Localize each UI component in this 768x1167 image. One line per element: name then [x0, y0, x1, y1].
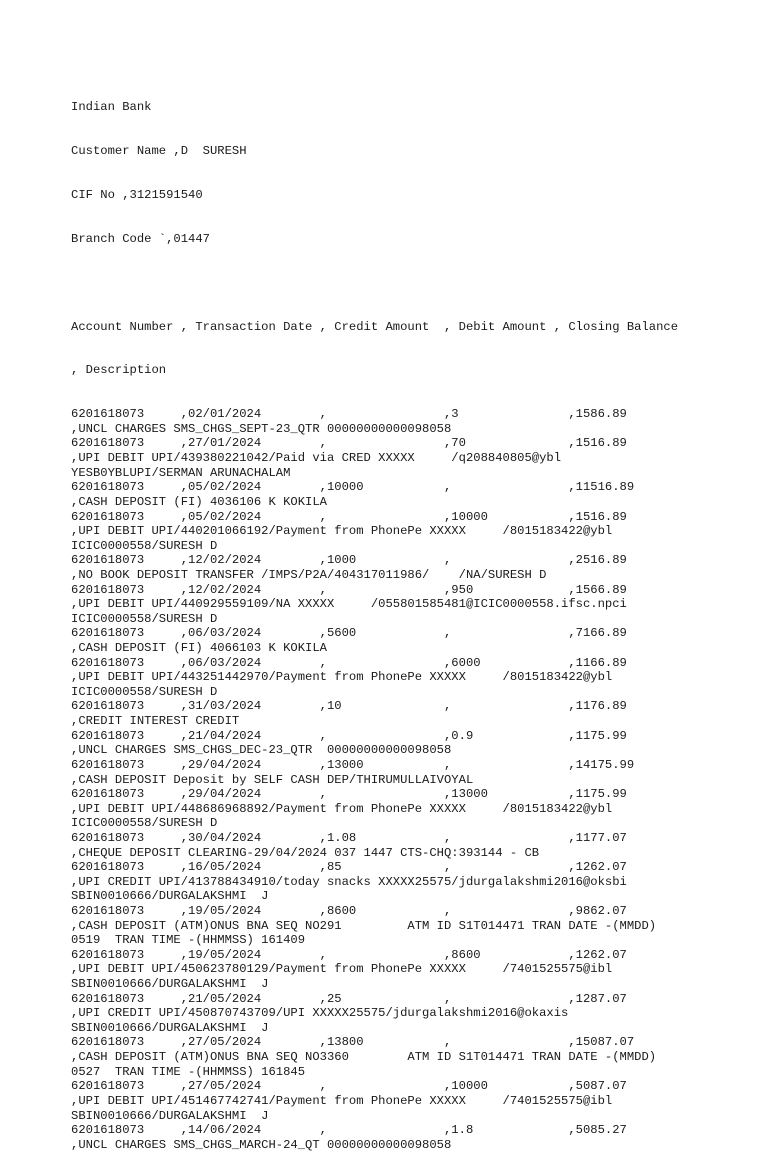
transaction-description-line: ,UPI DEBIT UPI/443251442970/Payment from PhonePe XXXXX /8015183422@ybl — [71, 670, 613, 685]
transaction-entry — [71, 831, 761, 860]
transaction-amount-line: 6201618073 ,05/02/2024 , ,10000 ,1516.89 — [71, 509, 627, 524]
transaction-description-line: ,CASH DEPOSIT (FI) 4036106 K KOKILA — [71, 494, 327, 509]
transaction-amount-line: 6201618073 ,19/05/2024 ,8600 , ,9862.07 — [71, 903, 627, 918]
transaction-description-line: ,UPI DEBIT UPI/440929559109/NA XXXXX /055801585481@ICIC0000558.ifsc.npci — [71, 597, 627, 612]
transaction-description-line: ,UPI CREDIT UPI/413788434910/today snacks XXXXX25575/jdurgalakshmi2016@oksbi — [71, 874, 627, 889]
transaction-description-line: ,UNCL CHARGES SMS_CHGS_SEPT-23_QTR 00000000000098058 — [71, 421, 452, 436]
transaction-entry — [71, 992, 761, 1036]
transaction-amount-line: 6201618073 ,06/03/2024 , ,6000 ,1166.89 — [71, 655, 627, 670]
transaction-amount-line: 6201618073 ,05/02/2024 ,10000 , ,11516.89 — [71, 480, 635, 495]
transaction-amount-line: 6201618073 ,27/05/2024 , ,10000 ,5087.07 — [71, 1079, 627, 1094]
transaction-entry — [71, 407, 761, 436]
transaction-amount-line: 6201618073 ,29/04/2024 ,13000 , ,14175.99 — [71, 757, 635, 772]
transaction-description-line: YESB0YBLUPI/SERMAN ARUNACHALAM — [71, 465, 291, 480]
transaction-description-line: ,CREDIT INTEREST CREDIT — [71, 714, 240, 729]
transaction-entry — [71, 480, 761, 509]
transaction-entry — [71, 1079, 761, 1123]
transaction-amount-line: 6201618073 ,31/03/2024 ,10 , ,1176.89 — [71, 699, 627, 714]
transaction-description-line: ,UPI DEBIT UPI/451467742741/Payment from PhonePe XXXXX /7401525575@ibl — [71, 1093, 613, 1108]
column-header-description: , Description — [71, 363, 167, 378]
transaction-amount-line: 6201618073 ,19/05/2024 , ,8600 ,1262.07 — [71, 947, 627, 962]
transaction-entry — [71, 758, 761, 787]
transaction-description-line: ,UPI DEBIT UPI/440201066192/Payment from PhonePe XXXXX /8015183422@ybl — [71, 524, 613, 539]
transaction-description-line: 0527 TRAN TIME -(HHMMSS) 161845 — [71, 1064, 306, 1079]
transaction-amount-line: 6201618073 ,16/05/2024 ,85 , ,1262.07 — [71, 860, 627, 875]
transaction-description-line: ICIC0000558/SURESH D — [71, 816, 218, 831]
transaction-list — [71, 407, 761, 1152]
bank-statement-document — [71, 71, 761, 1167]
transaction-description-line: ICIC0000558/SURESH D — [71, 684, 218, 699]
cif-number-line: CIF No ,3121591540 — [71, 187, 203, 202]
transaction-description-line: ,UNCL CHARGES SMS_CHGS_DEC-23_QTR 00000000000098058 — [71, 743, 452, 758]
customer-name-line: Customer Name ,D SURESH — [71, 144, 247, 159]
transaction-entry — [71, 1123, 761, 1152]
transaction-description-line: ,NO BOOK DEPOSIT TRANSFER /IMPS/P2A/404317011986/ /NA/SURESH D — [71, 567, 547, 582]
transaction-entry — [71, 656, 761, 700]
transaction-entry — [71, 436, 761, 480]
transaction-amount-line: 6201618073 ,30/04/2024 ,1.08 , ,1177.07 — [71, 830, 627, 845]
transaction-description-line: ,CASH DEPOSIT (ATM)ONUS BNA SEQ NO291 ATM ID S1T014471 TRAN DATE -(MMDD) — [71, 918, 657, 933]
transaction-entry — [71, 510, 761, 554]
transaction-amount-line: 6201618073 ,29/04/2024 , ,13000 ,1175.99 — [71, 787, 627, 802]
blank-line — [71, 276, 761, 291]
transaction-description-line: SBIN0010666/DURGALAKSHMI J — [71, 889, 269, 904]
transaction-amount-line: 6201618073 ,27/05/2024 ,13800 , ,15087.07 — [71, 1035, 635, 1050]
transaction-description-line: ,UPI DEBIT UPI/448686968892/Payment from PhonePe XXXXX /8015183422@ybl — [71, 801, 613, 816]
transaction-entry — [71, 948, 761, 992]
bank-name: Indian Bank — [71, 100, 152, 115]
transaction-description-line: ,UNCL CHARGES SMS_CHGS_MARCH-24_QT 00000000000098058 — [71, 1137, 452, 1152]
branch-code-line: Branch Code `,01447 — [71, 231, 210, 246]
transaction-entry — [71, 729, 761, 758]
transaction-entry — [71, 583, 761, 627]
transaction-amount-line: 6201618073 ,21/05/2024 ,25 , ,1287.07 — [71, 991, 627, 1006]
transaction-description-line: ICIC0000558/SURESH D — [71, 611, 218, 626]
transaction-entry — [71, 1035, 761, 1079]
transaction-entry — [71, 699, 761, 728]
transaction-entry — [71, 626, 761, 655]
transaction-entry — [71, 553, 761, 582]
transaction-description-line: ,CHEQUE DEPOSIT CLEARING-29/04/2024 037 1447 CTS-CHQ:393144 - CB — [71, 845, 540, 860]
transaction-amount-line: 6201618073 ,02/01/2024 , ,3 ,1586.89 — [71, 407, 627, 422]
transaction-amount-line: 6201618073 ,27/01/2024 , ,70 ,1516.89 — [71, 436, 627, 451]
transaction-description-line: SBIN0010666/DURGALAKSHMI J — [71, 977, 269, 992]
transaction-description-line: SBIN0010666/DURGALAKSHMI J — [71, 1108, 269, 1123]
transaction-amount-line: 6201618073 ,12/02/2024 ,1000 , ,2516.89 — [71, 553, 627, 568]
transaction-amount-line: 6201618073 ,14/06/2024 , ,1.8 ,5085.27 — [71, 1123, 627, 1138]
transaction-amount-line: 6201618073 ,06/03/2024 ,5600 , ,7166.89 — [71, 626, 627, 641]
transaction-description-line: ,CASH DEPOSIT (ATM)ONUS BNA SEQ NO3360 ATM ID S1T014471 TRAN DATE -(MMDD) — [71, 1050, 657, 1065]
transaction-amount-line: 6201618073 ,21/04/2024 , ,0.9 ,1175.99 — [71, 728, 627, 743]
transaction-entry — [71, 860, 761, 904]
transaction-entry — [71, 787, 761, 831]
transaction-description-line: ,UPI CREDIT UPI/450870743709/UPI XXXXX25575/jdurgalakshmi2016@okaxis — [71, 1006, 569, 1021]
transaction-description-line: ,CASH DEPOSIT Deposit by SELF CASH DEP/THIRUMULLAIVOYAL — [71, 772, 474, 787]
transaction-description-line: ,UPI DEBIT UPI/450623780129/Payment from PhonePe XXXXX /7401525575@ibl — [71, 962, 613, 977]
transaction-description-line: 0519 TRAN TIME -(HHMMSS) 161409 — [71, 933, 306, 948]
transaction-description-line: SBIN0010666/DURGALAKSHMI J — [71, 1020, 269, 1035]
column-header-line: Account Number , Transaction Date , Credit Amount , Debit Amount , Closing Balance — [71, 319, 679, 334]
transaction-description-line: ,CASH DEPOSIT (FI) 4066103 K KOKILA — [71, 641, 327, 656]
transaction-amount-line: 6201618073 ,12/02/2024 , ,950 ,1566.89 — [71, 582, 627, 597]
transaction-description-line: ICIC0000558/SURESH D — [71, 538, 218, 553]
transaction-entry — [71, 904, 761, 948]
transaction-description-line: ,UPI DEBIT UPI/439380221042/Paid via CRED XXXXX /q208840805@ybl — [71, 451, 562, 466]
